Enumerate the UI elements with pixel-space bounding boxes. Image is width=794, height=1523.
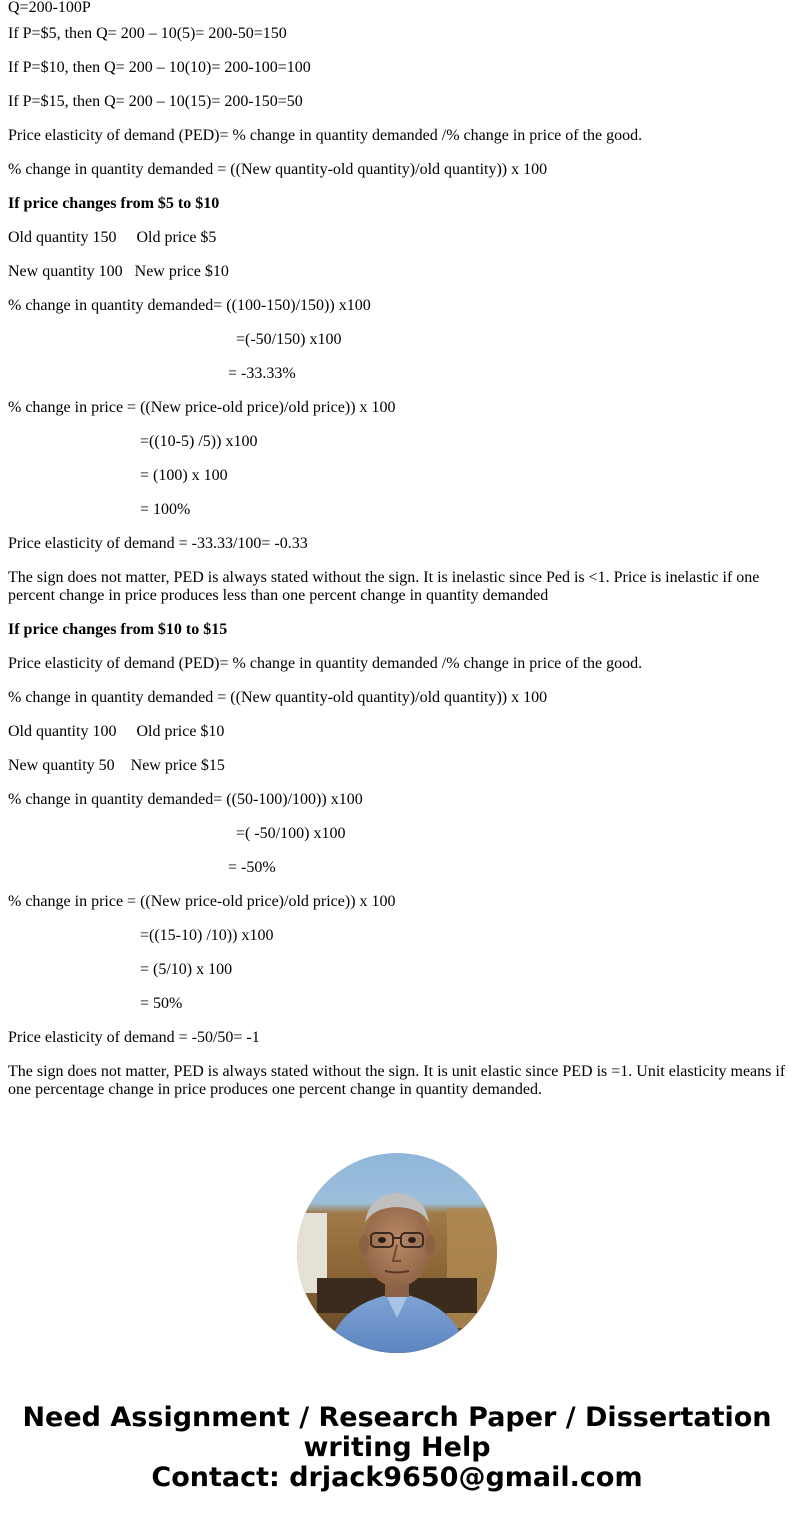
pct-quantity-formula: % change in quantity demanded = ((New quantity-old quantity)/old quantity)) x 100 bbox=[8, 689, 548, 706]
quantity-at-price-10: If P=$10, then Q= 200 – 10(10)= 200-100=100 bbox=[8, 59, 311, 76]
new-values-row: New quantity 50 New price $15 bbox=[8, 757, 225, 774]
pct-price-step: =((10-5) /5)) x100 bbox=[140, 433, 258, 450]
ped-result: Price elasticity of demand = -33.33/100= -0.33 bbox=[8, 535, 308, 552]
old-values-row: Old quantity 100 Old price $10 bbox=[8, 723, 225, 740]
pct-quantity-result: = -33.33% bbox=[228, 365, 296, 382]
pct-price-step: = (100) x 100 bbox=[140, 467, 228, 484]
pct-price-step: =((15-10) /10)) x100 bbox=[140, 927, 274, 944]
footer-line: writing Help bbox=[303, 1432, 491, 1463]
ped-definition: Price elasticity of demand (PED)= % change in quantity demanded /% change in price of the good. bbox=[8, 655, 643, 672]
section-heading-10-to-15: If price changes from $10 to $15 bbox=[8, 621, 228, 638]
quantity-at-price-15: If P=$15, then Q= 200 – 10(15)= 200-150=50 bbox=[8, 93, 303, 110]
pct-quantity-calc: % change in quantity demanded= ((100-150)/150)) x100 bbox=[8, 297, 371, 314]
footer-contact: Contact: drjack9650@gmail.com bbox=[151, 1462, 643, 1493]
unit-elastic-explanation: The sign does not matter, PED is always stated without the sign. It is unit elastic since PED is =1. Unit elasticity means if one percentage change in price produces one percent change in quantity demanded. bbox=[8, 1063, 786, 1098]
pct-quantity-calc: % change in quantity demanded= ((50-100)/100)) x100 bbox=[8, 791, 363, 808]
pct-price-formula: % change in price = ((New price-old price)/old price)) x 100 bbox=[8, 893, 396, 910]
old-values-row: Old quantity 150 Old price $5 bbox=[8, 229, 217, 246]
author-portrait-icon bbox=[297, 1153, 497, 1353]
section-heading-5-to-10: If price changes from $5 to $10 bbox=[8, 195, 220, 212]
pct-price-step: = (5/10) x 100 bbox=[140, 961, 233, 978]
inelastic-explanation: The sign does not matter, PED is always stated without the sign. It is inelastic since Ped is <1. Price is inelastic if one percent change in price produces less than one percent change in quantity demanded bbox=[8, 569, 760, 604]
ped-definition: Price elasticity of demand (PED)= % change in quantity demanded /% change in price of the good. bbox=[8, 127, 643, 144]
pct-quantity-step: =(-50/150) x100 bbox=[236, 331, 342, 348]
pct-quantity-result: = -50% bbox=[228, 859, 276, 876]
pct-price-result: = 100% bbox=[140, 501, 191, 518]
contact-footer bbox=[0, 1403, 794, 1493]
new-values-row: New quantity 100 New price $10 bbox=[8, 263, 229, 280]
pct-price-result: = 50% bbox=[140, 995, 183, 1012]
footer-line: Need Assignment / Research Paper / Dissertation bbox=[22, 1402, 772, 1433]
ped-result: Price elasticity of demand = -50/50= -1 bbox=[8, 1029, 260, 1046]
demand-equation: Q=200-100P bbox=[8, 0, 91, 16]
pct-price-formula: % change in price = ((New price-old price)/old price)) x 100 bbox=[8, 399, 396, 416]
pct-quantity-formula: % change in quantity demanded = ((New quantity-old quantity)/old quantity)) x 100 bbox=[8, 161, 548, 178]
pct-quantity-step: =( -50/100) x100 bbox=[236, 825, 346, 842]
quantity-at-price-5: If P=$5, then Q= 200 – 10(5)= 200-50=150 bbox=[8, 25, 287, 42]
